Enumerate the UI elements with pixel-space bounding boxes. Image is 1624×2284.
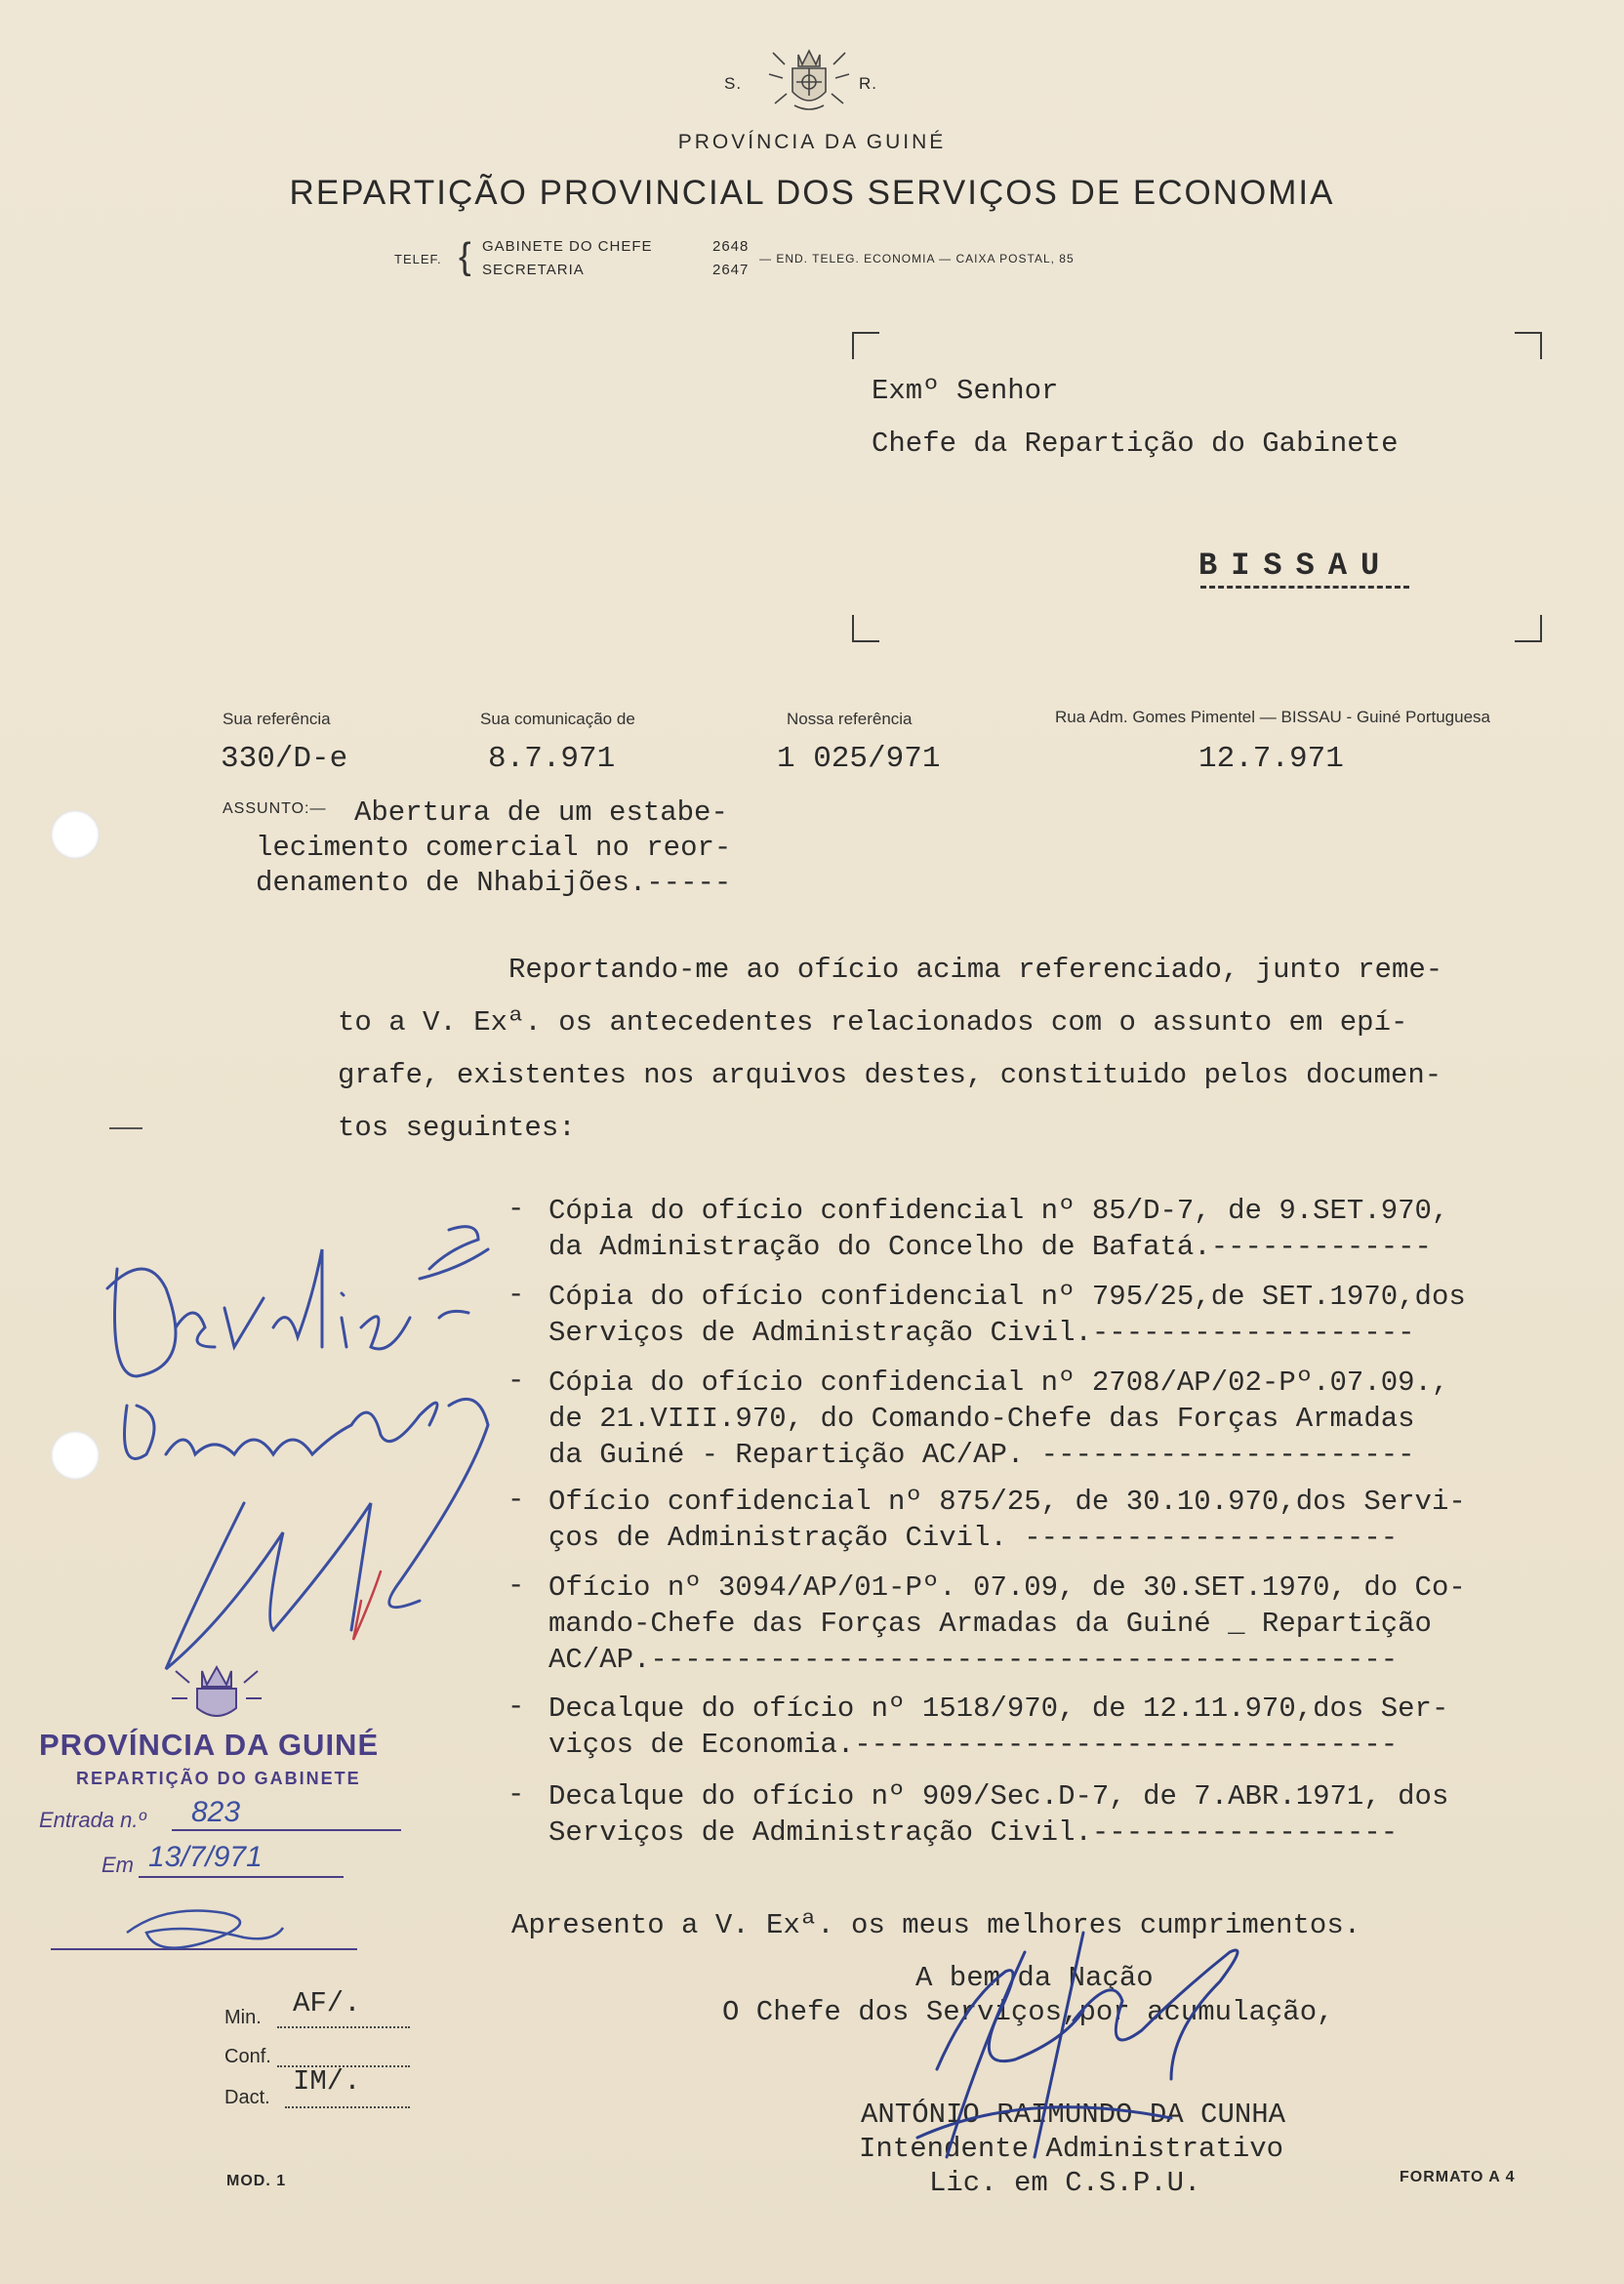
list-dash: - (508, 1484, 525, 1516)
min-line (277, 2026, 410, 2028)
document-item (508, 1365, 1591, 1484)
document-item (508, 1484, 1591, 1570)
document-text: ços de Administração Civil. ---------------------- (548, 1522, 1399, 1554)
address-corner-bl (852, 615, 879, 642)
sua-comunicacao-label: Sua comunicação de (480, 710, 635, 728)
closing-line: Apresento a V. Exª. os meus melhores cumprimentos. (511, 1909, 1361, 1941)
brace-icon: { (459, 236, 471, 277)
s-letter: S. (724, 74, 743, 93)
nossa-referencia-value: 1 025/971 (777, 742, 941, 776)
list-dash: - (508, 1193, 525, 1225)
document-text: Cópia do ofício confidencial nº 85/D-7, de 9.SET.970, (548, 1195, 1449, 1227)
coat-of-arms-icon (765, 45, 853, 117)
telegraph-line: — END. TELEG. ECONOMIA — CAIXA POSTAL, 85 (759, 252, 1075, 265)
subject-line: denamento de Nhabijões.----- (256, 867, 732, 899)
document-text: AC/AP.-------------------------------------------- (548, 1644, 1399, 1676)
document-item (508, 1691, 1591, 1778)
body-line: grafe, existentes nos arquivos destes, constituido pelos documen- (338, 1059, 1442, 1091)
dact-value: IM/. (293, 2065, 361, 2098)
list-dash: - (508, 1691, 525, 1723)
province-heading: PROVÍNCIA DA GUINÉ (677, 131, 947, 153)
list-dash: - (508, 1365, 525, 1397)
signature-line-2: O Chefe dos Serviços,por acumulação, (722, 1996, 1334, 2028)
phone-2-label: SECRETARIA (482, 262, 585, 278)
address-label: Rua Adm. Gomes Pimentel — BISSAU - Guiné Portuguesa (1055, 708, 1490, 726)
document-text: Serviços de Administração Civil.------------------ (548, 1816, 1399, 1849)
document-item (508, 1778, 1591, 1864)
list-dash: - (508, 1778, 525, 1811)
stamp-em-label: Em (102, 1853, 134, 1877)
list-dash: - (508, 1570, 525, 1602)
document-text: Cópia do ofício confidencial nº 795/25,de SET.1970,dos (548, 1281, 1466, 1313)
city-underline (1200, 586, 1409, 589)
address-corner-tl (852, 332, 879, 359)
recipient-salutation: Exmº Senhor (872, 375, 1059, 407)
document-text: Decalque do ofício nº 909/Sec.D-7, de 7.ABR.1971, dos (548, 1780, 1449, 1813)
stamp-subtitle: REPARTIÇÃO DO GABINETE (76, 1769, 361, 1788)
subject-line: lecimento comercial no reor- (256, 832, 732, 864)
sua-referencia-value: 330/D-e (221, 742, 348, 776)
nossa-referencia-label: Nossa referência (787, 710, 913, 728)
margin-tick (109, 1127, 142, 1129)
sua-comunicacao-value: 8.7.971 (488, 742, 616, 776)
signature-line-1: A bem da Nação (915, 1962, 1154, 1994)
address-corner-br (1515, 615, 1542, 642)
stamp-title: PROVÍNCIA DA GUINÉ (39, 1728, 380, 1762)
conf-label: Conf. (224, 2046, 271, 2067)
document-item (508, 1193, 1591, 1279)
punch-hole-top (51, 810, 100, 859)
subject-label: ASSUNTO:— (223, 800, 327, 817)
r-letter: R. (859, 74, 877, 93)
document-item (508, 1279, 1591, 1365)
body-line: tos seguintes: (338, 1112, 576, 1144)
form-model: MOD. 1 (226, 2173, 287, 2189)
phone-1-label: GABINETE DO CHEFE (482, 238, 653, 255)
stamp-em-value: 13/7/971 (148, 1841, 263, 1873)
document-text: de 21.VIII.970, do Comando-Chefe das Forças Armadas (548, 1403, 1415, 1435)
document-text: Serviços de Administração Civil.------------------- (548, 1317, 1415, 1349)
handwritten-note-icon (78, 1210, 527, 1718)
document-text: Cópia do ofício confidencial nº 2708/AP/02-Pº.07.09., (548, 1366, 1449, 1399)
document-text: Ofício nº 3094/AP/01-Pº. 07.09, de 30.SET.1970, do Co- (548, 1571, 1466, 1604)
document-text: Decalque do ofício nº 1518/970, de 12.11.970,dos Ser- (548, 1693, 1449, 1725)
phone-2-number: 2647 (712, 262, 750, 278)
signatory-role: Intendente Administrativo (859, 2133, 1284, 2165)
department-heading: REPARTIÇÃO PROVINCIAL DOS SERVIÇOS DE ECONOMIA (289, 174, 1335, 212)
documents-list (508, 1193, 1591, 1864)
stamp-entrada-value: 823 (191, 1796, 241, 1828)
document-text: da Guiné - Repartição AC/AP. ---------------------- (548, 1439, 1415, 1471)
phone-1-number: 2648 (712, 238, 750, 255)
stamp-initials-icon (107, 1894, 303, 1962)
signatory-name: ANTÓNIO RAIMUNDO DA CUNHA (861, 2099, 1286, 2131)
min-value: AF/. (293, 1987, 361, 2019)
handwritten-signature-icon (878, 1913, 1288, 2167)
dact-line (285, 2106, 410, 2108)
telef-label: TELEF. (394, 252, 442, 266)
list-dash: - (508, 1279, 525, 1311)
document-item (508, 1570, 1591, 1691)
subject-line: Abertura de um estabe- (354, 796, 728, 829)
body-line: Reportando-me ao ofício acima referenciado, junto reme- (508, 954, 1443, 986)
recipient-city: BISSAU (1198, 548, 1394, 584)
address-corner-tr (1515, 332, 1542, 359)
sua-referencia-label: Sua referência (223, 710, 331, 728)
document-text: Ofício confidencial nº 875/25, de 30.10.970,dos Servi- (548, 1486, 1466, 1518)
document-text: mando-Chefe das Forças Armadas da Guiné _ Repartição (548, 1608, 1432, 1640)
document-text: viços de Economia.-------------------------------- (548, 1729, 1399, 1761)
stamp-entrada-label: Entrada n.º (39, 1808, 146, 1832)
stamp-emblem-icon (168, 1659, 265, 1728)
recipient-title: Chefe da Repartição do Gabinete (872, 428, 1399, 460)
document-text: da Administração do Concelho de Bafatá.------------- (548, 1231, 1432, 1263)
body-line: to a V. Exª. os antecedentes relacionados com o assunto em epí- (338, 1006, 1408, 1039)
dact-label: Dact. (224, 2087, 270, 2108)
min-label: Min. (224, 2007, 262, 2028)
stamp-em-line (139, 1876, 344, 1878)
stamp-entrada-line (172, 1829, 401, 1831)
signatory-qualification: Lic. em C.S.P.U. (929, 2167, 1201, 2199)
letter-date: 12.7.971 (1198, 742, 1344, 776)
paper-format: FORMATO A 4 (1400, 2169, 1516, 2185)
